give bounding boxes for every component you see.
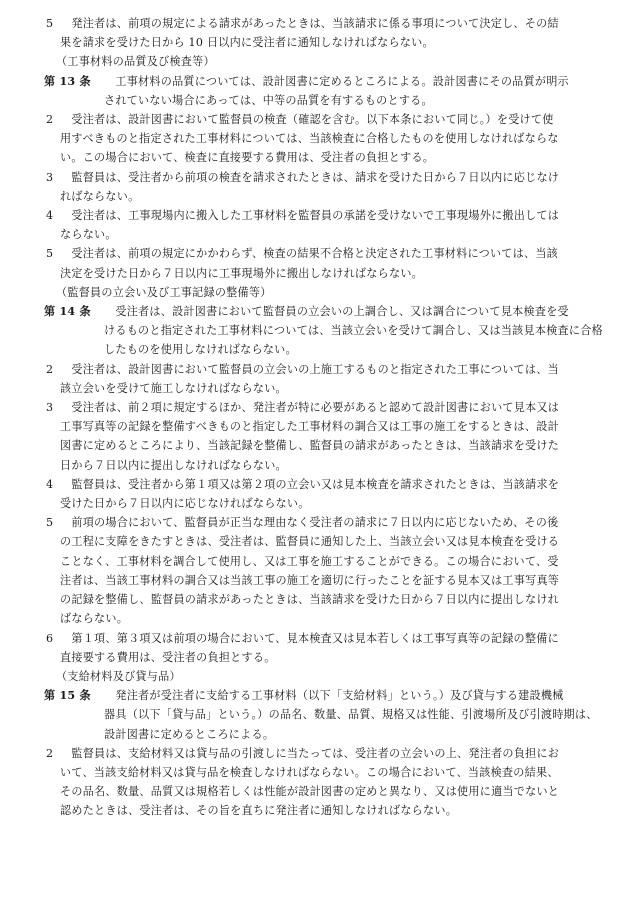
text-line: 該立会いを受けて施工しなければならない。 (60, 381, 287, 395)
text-line: 第１項、第３項又は前項の場合において、見本検査又は見本若しくは工事写真等の記録の整備に (60, 631, 559, 645)
text-line: けるものと指定された工事材料については、当該立会いを受けて調合し、又は当該見本検査に合格 (104, 324, 603, 338)
numbered-paragraph (44, 629, 589, 667)
paragraph-number: 2 (46, 113, 54, 127)
text-line: ばならない。 (60, 612, 129, 626)
text-line: 受注者は、前２項に規定するほか、発注者が特に必要があると認めて設計図書において見本又は (60, 401, 560, 415)
text-line: 決定を受けた日から７日以内に工事現場外に搬出しなければならない。 (60, 266, 424, 280)
text-line: （支給材料及び貸与品） (56, 669, 181, 683)
numbered-paragraph (44, 475, 589, 513)
text-line: 監督員は、受注者から第１項又は第２項の立会い又は見本検査を請求されたときは、当該請求を (60, 477, 560, 491)
paragraph-number: 3 (46, 170, 54, 184)
article-paragraph (44, 686, 598, 744)
text-line: 前項の場合において、監督員が正当な理由なく受注者の請求に７日以内に応じないため、その後 (60, 516, 559, 530)
text-line: 受注者は、前項の規定にかかわらず、検査の結果不合格と決定された工事材料については、当該 (60, 247, 559, 261)
article-number: 第 13 条 (44, 74, 91, 88)
document-body (44, 14, 603, 821)
text-line: 用すべきものと指定された工事材料については、当該検査に合格したものを使用しなければならな (60, 132, 559, 146)
text-line: 監督員は、受注者から前項の検査を請求されたときは、請求を受けた日から７日以内に応じなけ (60, 170, 560, 184)
text-line: 受けた日から７日以内に応じなければならない。 (60, 497, 310, 511)
numbered-paragraph (44, 744, 589, 821)
text-line: されていない場合にあっては、中等の品質を有するものとする。 (104, 93, 433, 107)
article-number: 第 14 条 (44, 305, 91, 319)
paragraph-number: 3 (46, 401, 54, 415)
text-line: 器具（以下「貸与品」という。）の品名、数量、品質、規格又は性能、引渡場所及び引渡時期は、 (104, 708, 598, 722)
text-line: ればならない。 (60, 189, 140, 203)
text-line: 受注者は、設計図書において監督員の立会いの上施工するものと指定された工事については、当 (60, 362, 559, 376)
paragraph-number: 4 (46, 209, 54, 223)
paragraph-number: 6 (46, 631, 54, 645)
text-line: （監督員の立会い及び工事記録の整備等） (56, 285, 272, 299)
text-line: （工事材料の品質及び検査等） (56, 55, 215, 69)
numbered-paragraph (44, 110, 589, 168)
text-line: ならない。 (60, 228, 117, 242)
article-paragraph (44, 72, 589, 110)
text-line: 工事写真等の記録を整備すべきものと指定した工事材料の調合又は工事の施工をするときは、設計 (60, 420, 559, 434)
text-line: 受注者は、設計図書において監督員の検査（確認を含む。以下本条において同じ。）を受けて使 (60, 113, 554, 127)
text-line: 発注者は、前項の規定による請求があったときは、当該請求に係る事項について決定し、その結 (60, 17, 559, 30)
paragraph-number: 5 (46, 17, 54, 30)
section-caption (44, 52, 589, 71)
paragraph-number: 5 (46, 247, 54, 261)
text-line: したものを使用しなければならない。 (104, 343, 297, 357)
text-line: 直接要する費用は、受注者の負担とする。 (60, 650, 276, 664)
article-paragraph (44, 302, 603, 360)
text-line: 受注者は、設計図書において監督員の立会いの上調合し、又は調合について見本検査を受 (104, 305, 569, 319)
numbered-paragraph (44, 244, 589, 282)
text-line: 監督員は、支給材料又は貸与品の引渡しに当たっては、受注者の立会いの上、発注者の負担にお (60, 746, 560, 760)
text-line: 受注者は、工事現場内に搬入した工事材料を監督員の承諾を受けないで工事現場外に搬出しては (60, 209, 560, 223)
text-line: ことなく、工事材料を調合して使用し、又は工事を施工することができる。この場合において、受 (60, 554, 559, 568)
article-number: 第 15 条 (44, 689, 91, 703)
text-line: 日から７日以内に提出しなければならない。 (60, 458, 287, 472)
text-line: いて、当該支給材料又は貸与品を検査しなければならない。この場合において、当該検査の結果、 (60, 765, 559, 779)
paragraph-number: 4 (46, 477, 54, 491)
numbered-paragraph (44, 360, 589, 398)
numbered-paragraph (44, 398, 589, 475)
text-line: 工事材料の品質については、設計図書に定めるところによる。設計図書にその品質が明示 (104, 74, 569, 88)
paragraph-number: 5 (46, 516, 54, 530)
paragraph-number: 2 (46, 362, 54, 376)
text-line: 図書に定めるところにより、当該記録を整備し、監督員の請求があったときは、当該請求を受けた (60, 439, 560, 453)
numbered-paragraph (44, 14, 589, 52)
numbered-paragraph (44, 206, 589, 244)
text-line: の工程に支障をきたすときは、受注者は、監督員に通知した上、当該立会い又は見本検査を受ける (60, 535, 560, 549)
text-line: 注者は、当該工事材料の調合又は当該工事の施工を適切に行ったことを証する見本又は工事写真等 (60, 573, 560, 587)
section-caption (44, 667, 589, 686)
text-line: 認めたときは、受注者は、その旨を直ちに発注者に通知しなければならない。 (60, 804, 458, 818)
paragraph-number: 2 (46, 746, 54, 760)
text-line: い。この場合において、検査に直接要する費用は、受注者の負担とする。 (60, 151, 435, 165)
text-line: の記録を整備し、監督員の請求があったときは、当該請求を受けた日から７日以内に提出しなけれ (60, 593, 560, 607)
numbered-paragraph (44, 513, 589, 628)
numbered-paragraph (44, 168, 589, 206)
text-line: 発注者が受注者に支給する工事材料（以下「支給材料」という。）及び貸与する建設機械 (104, 689, 564, 703)
section-caption (44, 283, 589, 302)
text-line: 果を請求を受けた日から 10 日以内に受注者に通知しなければならない。 (60, 36, 434, 50)
text-line: 設計図書に定めるところによる。 (104, 727, 275, 741)
text-line: その品名、数量、品質又は規格若しくは性能が設計図書の定めと異なり、又は使用に適当でないと (60, 785, 560, 799)
